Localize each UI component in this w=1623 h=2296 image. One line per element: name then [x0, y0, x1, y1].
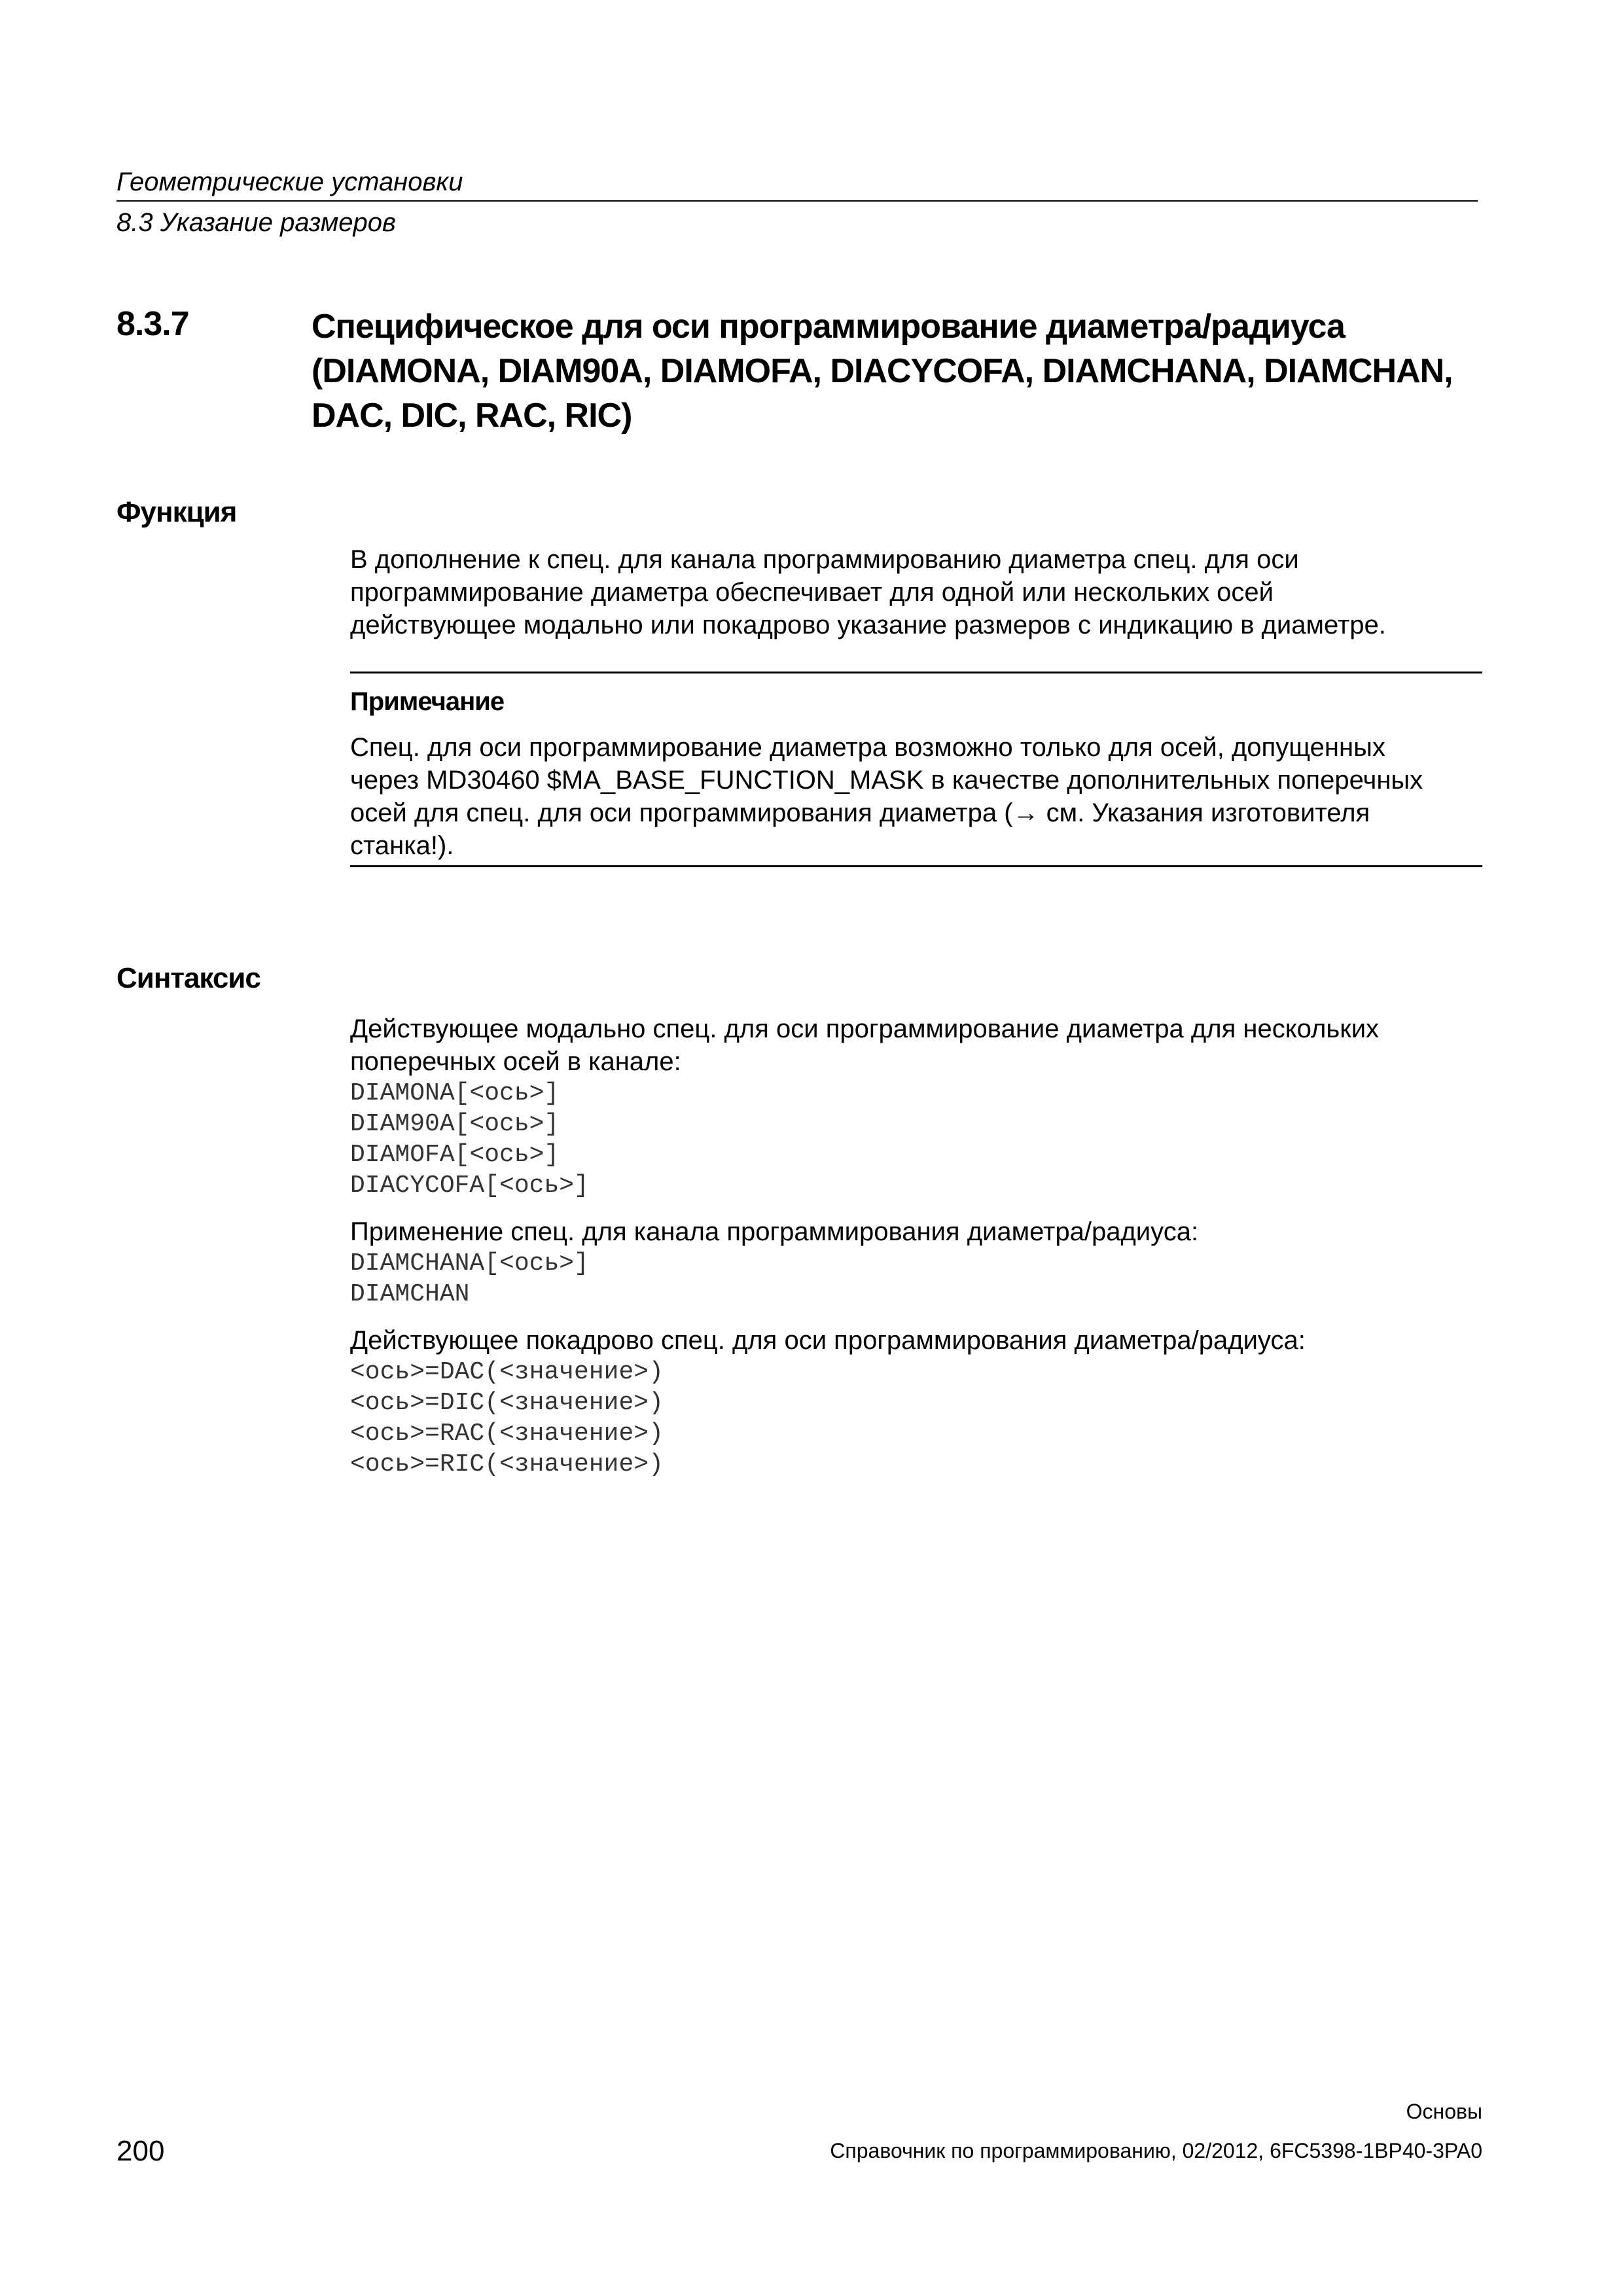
header-divider	[116, 200, 1478, 202]
code-line: <ось>=DAC(<значение>)	[350, 1358, 664, 1386]
code-line: <ось>=RIC(<значение>)	[350, 1450, 664, 1479]
function-line: действующее модально или покадрово указание размеров с индикацию в диаметре.	[350, 611, 1386, 639]
syntax-description: Применение спец. для канала программирования диаметра/радиуса:	[350, 1217, 1199, 1246]
code-line: <ось>=DIC(<значение>)	[350, 1389, 664, 1417]
footer-book-title: Основы	[1406, 2100, 1482, 2123]
code-line: DIAMCHANA[<ось>]	[350, 1249, 589, 1278]
note-bottom-rule	[350, 865, 1482, 867]
note-title: Примечание	[350, 687, 505, 716]
code-line: <ось>=RAC(<значение>)	[350, 1420, 664, 1448]
code-line: DIAM90A[<ось>]	[350, 1110, 560, 1138]
code-line: DIACYCOFA[<ось>]	[350, 1172, 589, 1200]
function-paragraph	[350, 543, 1482, 641]
footer-reference: Справочник по программированию, 02/2012, 6FC5398-1BP40-3PA0	[830, 2139, 1482, 2162]
syntax-heading: Синтаксис	[116, 962, 260, 994]
function-line: программирование диаметра обеспечивает для одной или нескольких осей	[350, 578, 1274, 607]
page-number: 200	[116, 2135, 165, 2167]
syntax-group-modal	[350, 1013, 1482, 1201]
syntax-description: поперечных осей в канале:	[350, 1047, 681, 1076]
code-line: DIAMCHAN	[350, 1280, 470, 1308]
syntax-group-channel	[350, 1215, 1482, 1310]
running-header-section: 8.3 Указание размеров	[116, 208, 396, 237]
function-line: В дополнение к спец. для канала программированию диаметра спец. для оси	[350, 545, 1299, 574]
syntax-description: Действующее покадрово спец. для оси программирования диаметра/радиуса:	[350, 1326, 1306, 1355]
note-line: осей для спец. для оси программирования диаметра (→ см. Указания изготовителя	[350, 798, 1370, 827]
running-header-chapter: Геометрические установки	[116, 168, 463, 196]
code-line: DIAMONA[<ось>]	[350, 1079, 560, 1107]
note-line: станка!).	[350, 831, 454, 860]
syntax-group-blockwise	[350, 1324, 1482, 1480]
section-number: 8.3.7	[116, 305, 189, 343]
note-line: Спец. для оси программирование диаметра возможно только для осей, допущенных	[350, 733, 1385, 762]
note-top-rule	[350, 672, 1482, 673]
function-heading: Функция	[116, 496, 237, 528]
note-paragraph	[350, 731, 1482, 862]
section-title: Специфическое для оси программирование диаметра/радиуса (DIAMONA, DIAM90A, DIAMOFA, DIACYCOFA, DIAMCHANA, DIAMCHAN, DAC, DIC, RAC, RIC)	[312, 308, 1453, 435]
syntax-block	[350, 1013, 1482, 1480]
code-line: DIAMOFA[<ось>]	[350, 1141, 560, 1169]
note-line: через MD30460 $MA_BASE_FUNCTION_MASK в качестве дополнительных поперечных	[350, 766, 1423, 795]
syntax-description: Действующее модально спец. для оси программирование диаметра для нескольких	[350, 1014, 1380, 1043]
